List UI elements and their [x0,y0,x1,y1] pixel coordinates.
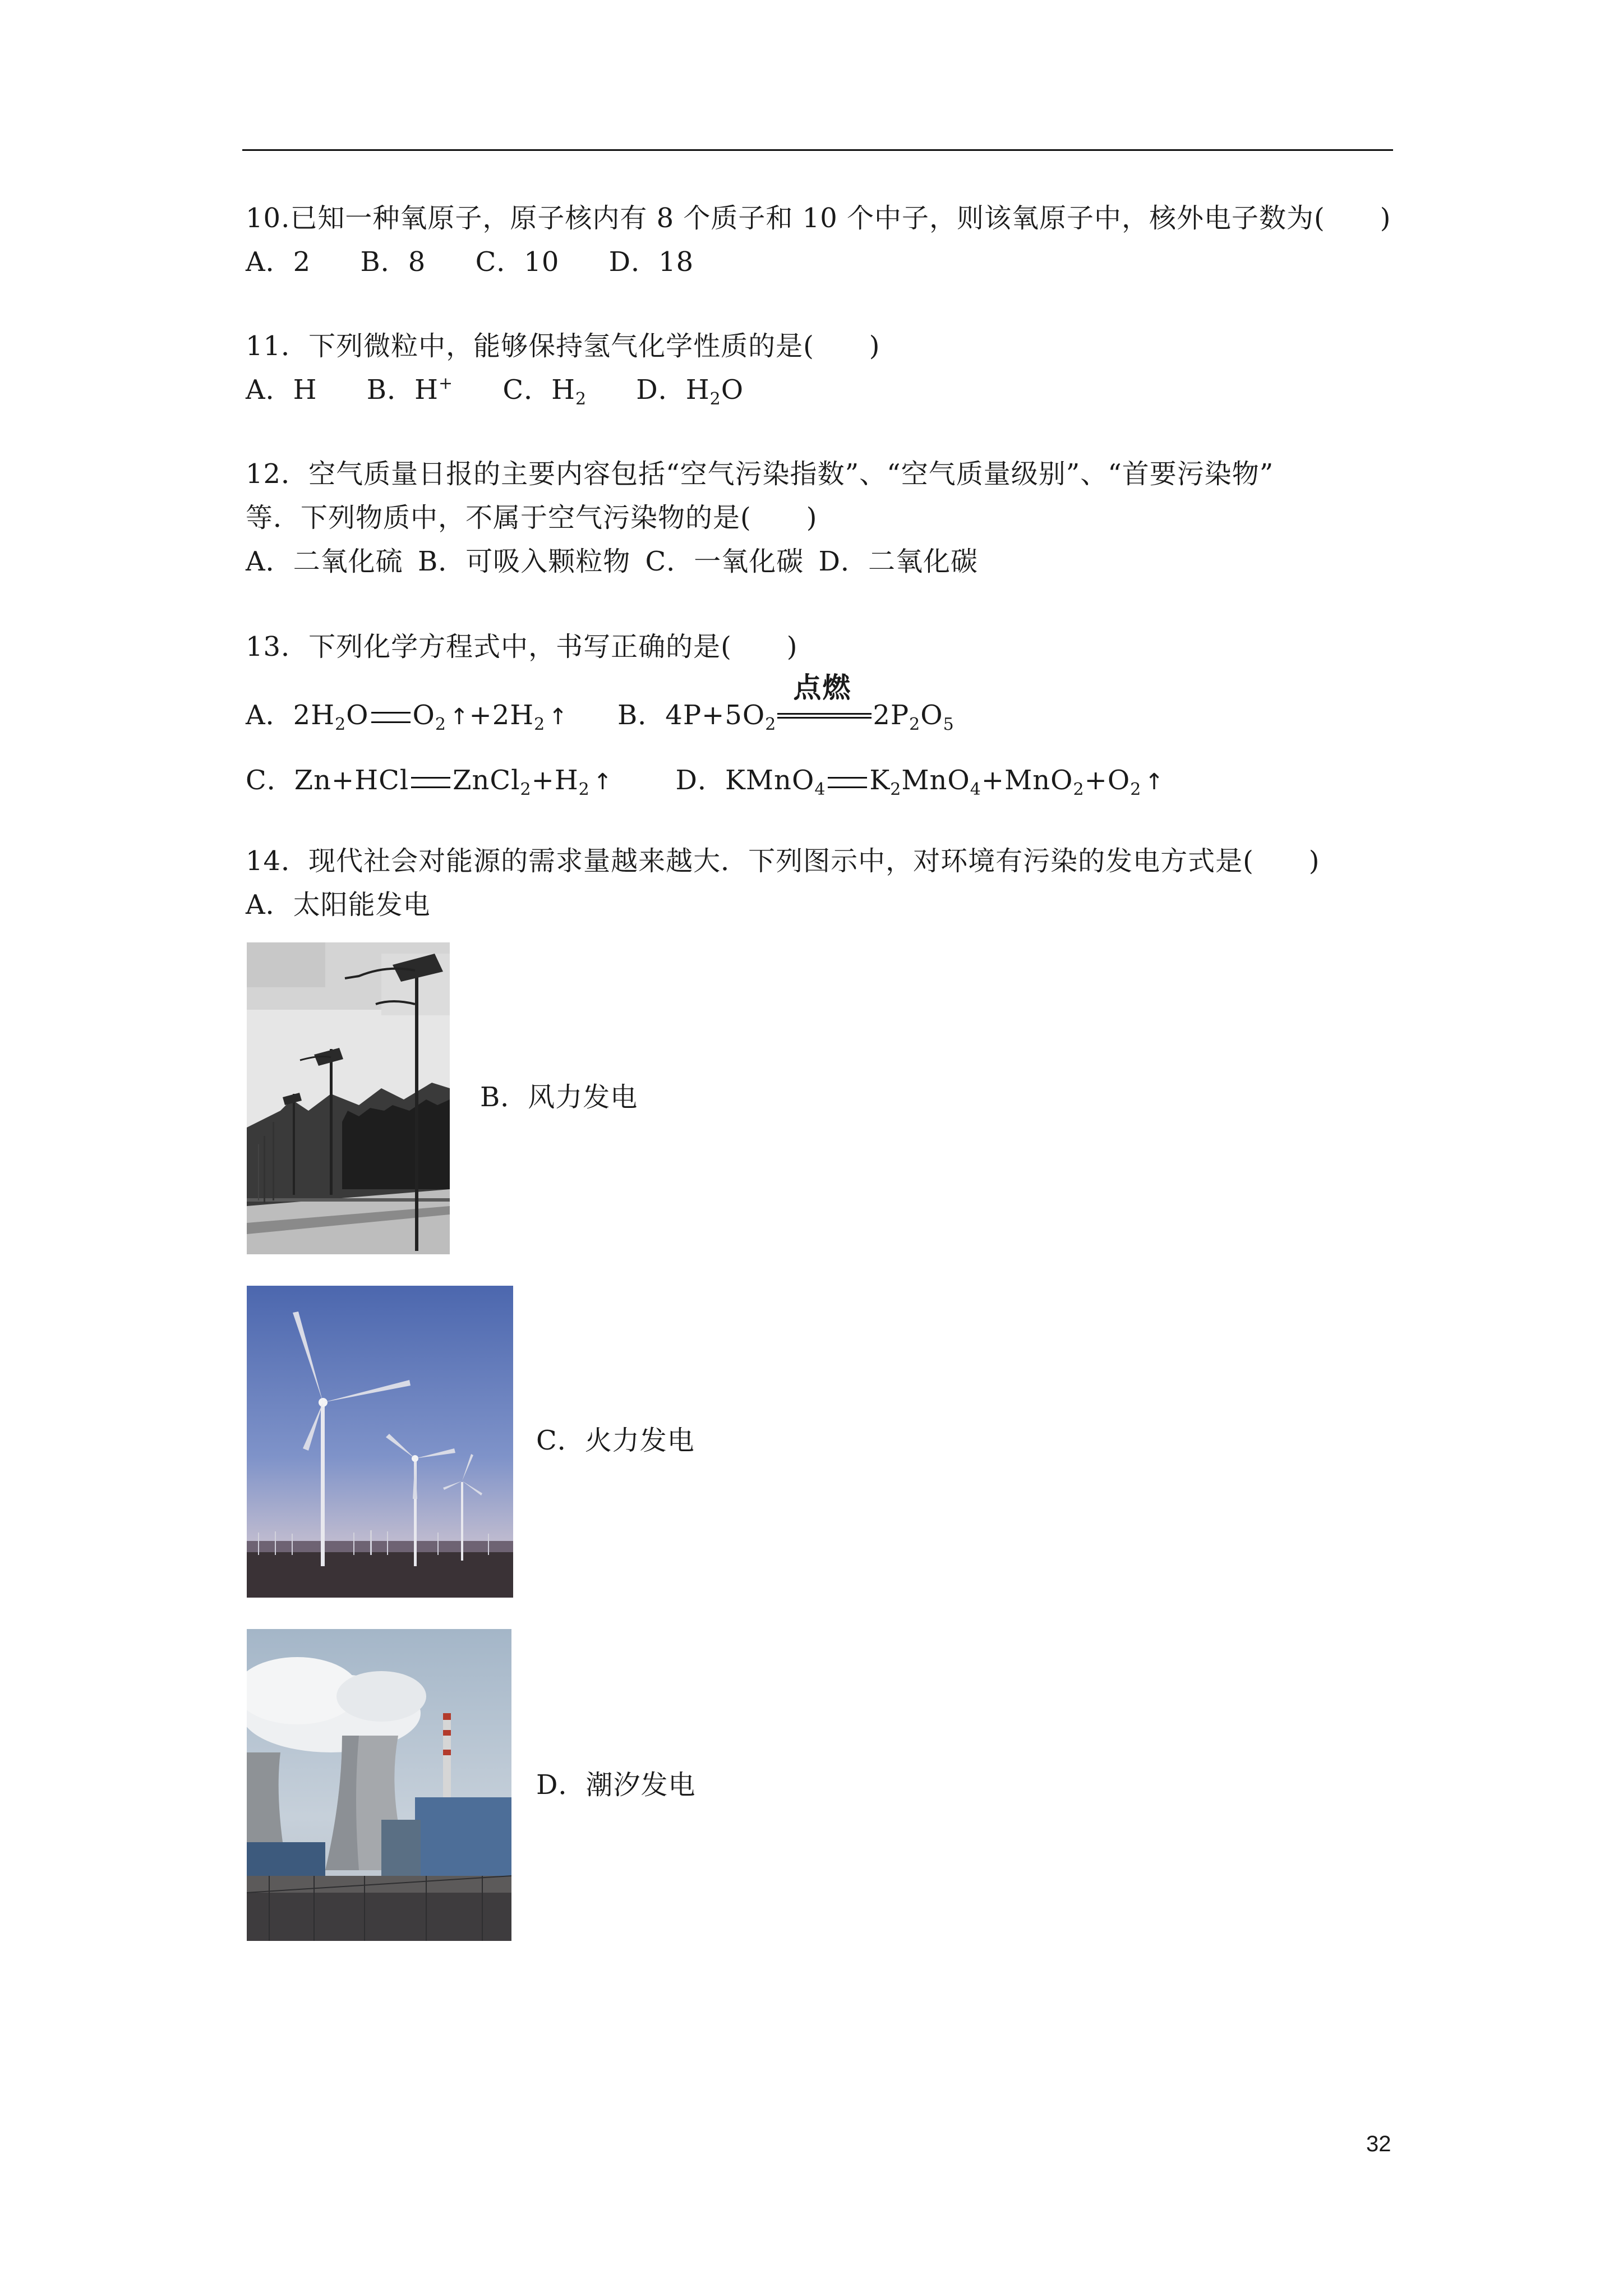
question-14-stem: 14．现代社会对能源的需求量越来越大．下列图示中，对环境有污染的发电方式是( ) [246,845,1320,877]
question-13-row-cd [246,758,1205,804]
thermal-power-plant-image [247,1629,511,1941]
question-10-option-a: A．2 [246,246,311,278]
question-13-option-a: A．$2H_2O$ $O_2$ $↑+2H_2$ ↑ [246,693,568,739]
question-10-option-c: C．10 [475,246,560,278]
question-13-stem: 13．下列化学方程式中，书写正确的是( ) [246,631,798,662]
question-14-option-d: D．潮汐发电 [536,1769,696,1801]
question-14 [246,839,1320,927]
gas-arrow-icon: ↑ [593,769,613,795]
equals-sign [411,777,450,788]
gas-arrow-icon: ↑ [548,704,568,730]
question-12-option-d: D．二氧化碳 [818,546,978,577]
question-12-option-a: A．二氧化硫 [246,546,403,577]
question-11-option-c: C．$H_2$ [502,374,587,409]
wind-turbine-image [247,1286,513,1598]
question-11 [246,324,880,412]
question-10 [246,196,1391,284]
question-10-option-b: B．8 [360,246,426,278]
question-11-stem: 11．下列微粒中，能够保持氢气化学性质的是( ) [246,330,880,362]
question-13-option-b: B．$4P+5O_2$ 点燃 $2P_2O_5$ [617,693,955,737]
question-13-option-c: C．Zn+HCl $ZnCl_2+H_2$ ↑ [246,758,612,804]
question-12-option-c: C．一氧化碳 [645,546,804,577]
question-12 [246,452,1274,583]
question-10-stem: 10.已知一种氧原子，原子核内有 8 个质子和 10 个中子，则该氧原子中，核外电子数为( ) [246,203,1391,234]
question-12-option-b: B．可吸入颗粒物 [417,546,631,577]
page-number: 32 [1366,2132,1391,2156]
question-12-stem-line1: 12．空气质量日报的主要内容包括“空气污染指数”、“空气质量级别”、“首要污染物” [246,458,1274,490]
equals-sign [828,777,867,788]
question-11-option-b: B．H+ [366,374,454,406]
question-14-option-b: B．风力发电 [480,1082,638,1113]
question-13-row-ab [246,671,995,739]
question-13-option-d: D．KMnO$_4$ $K_2MnO_4+MnO_2+O_2$ ↑ [676,758,1164,804]
question-14-option-c: C．火力发电 [536,1425,695,1456]
equals-sign [371,712,411,723]
question-11-option-a: A．H [246,374,317,406]
gas-arrow-icon: ↑ [1145,769,1164,795]
question-12-stem-line2: 等．下列物质中，不属于空气污染物的是( ) [246,502,818,533]
reaction-condition [777,671,872,734]
question-11-option-d: D．$H_2O$ [636,374,744,409]
question-14-option-a: A．太阳能发电 [246,889,431,921]
question-10-option-d: D．18 [608,246,694,278]
reaction-condition-label: 点燃 [793,671,852,704]
solar-streetlight-image [247,942,450,1254]
gas-arrow-icon: ↑ [449,704,469,730]
header-rule [242,149,1393,151]
